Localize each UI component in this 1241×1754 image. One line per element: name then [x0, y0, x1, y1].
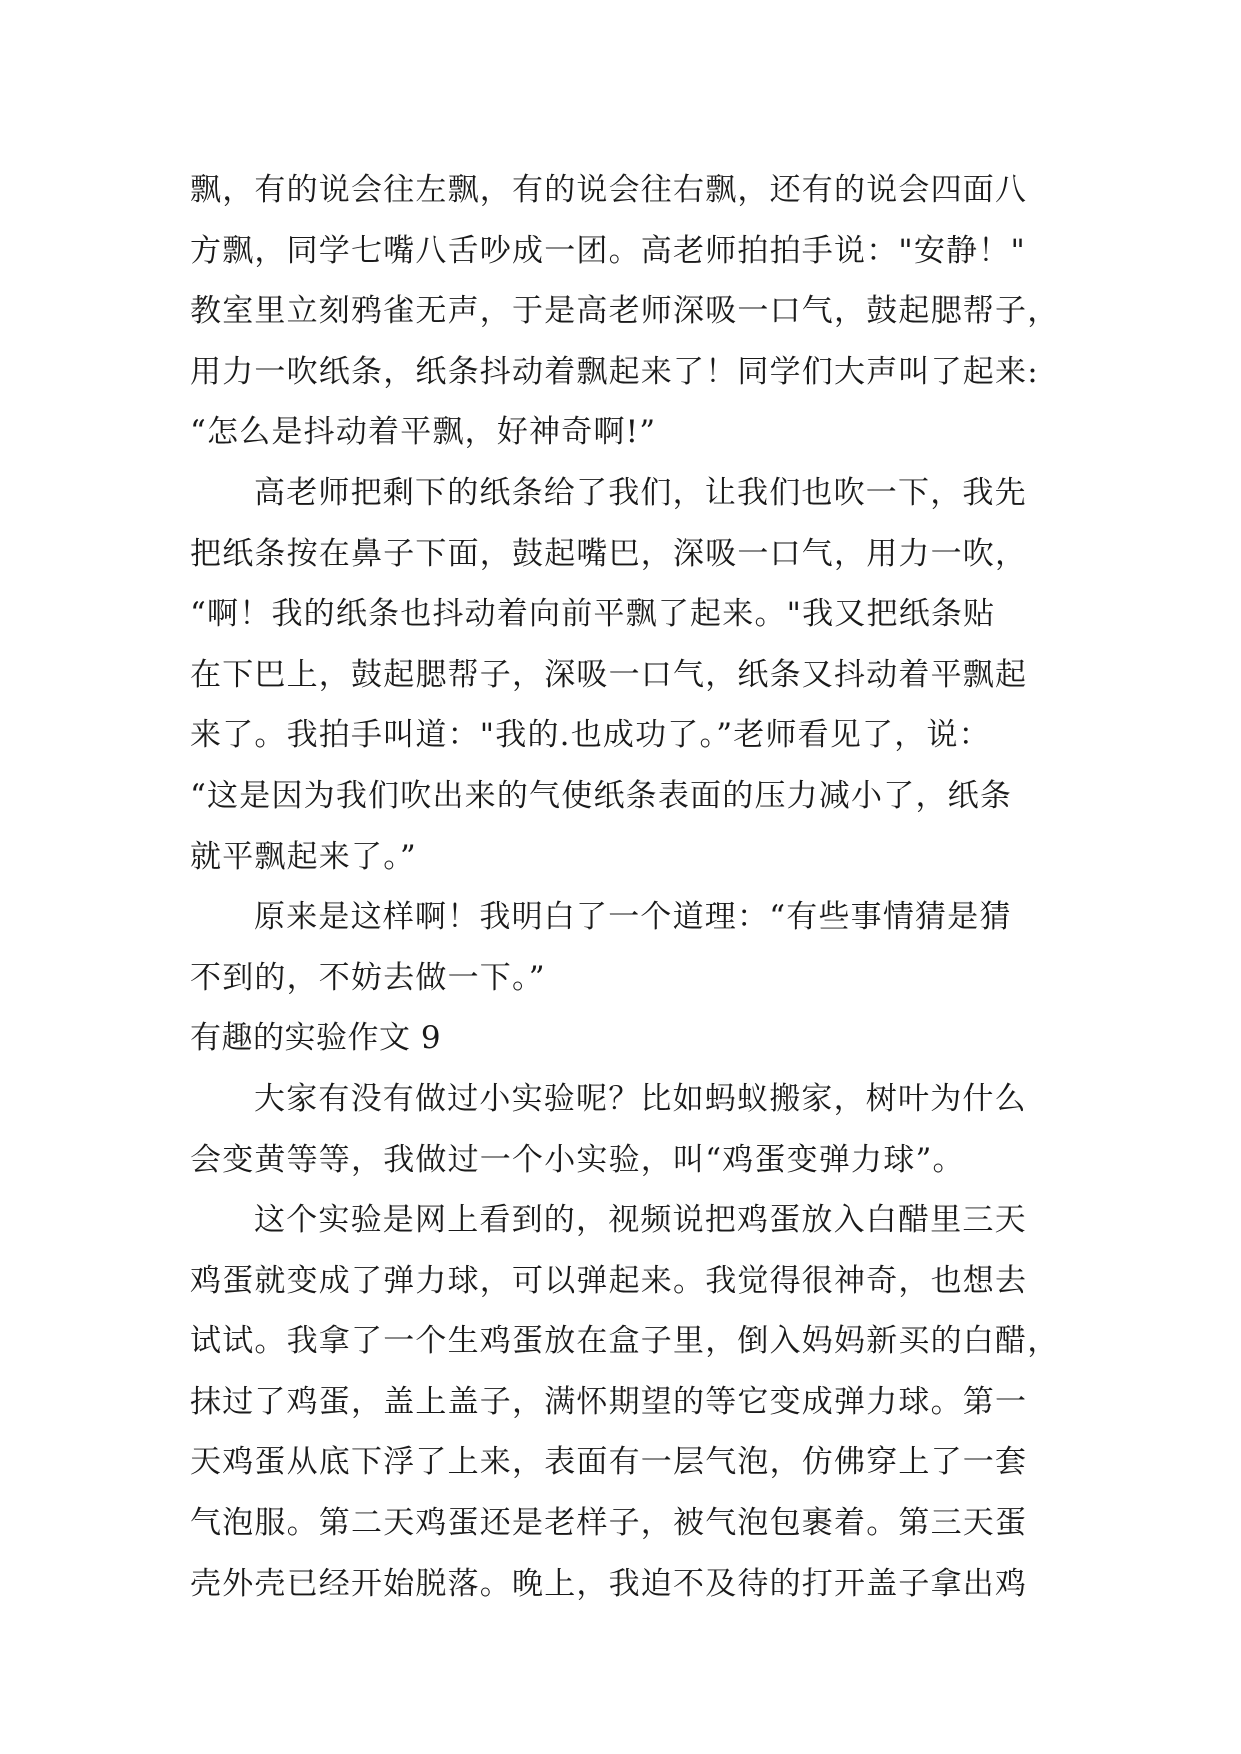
text-line: 气泡服。第二天鸡蛋还是老样子，被气泡包裹着。第三天蛋	[190, 1505, 1028, 1542]
essay-body	[190, 160, 1060, 1614]
text-line: 大家有没有做过小实验呢？比如蚂蚁搬家，树叶为什么	[254, 1080, 1027, 1117]
text-line: 鸡蛋就变成了弹力球，可以弹起来。我觉得很神奇，也想去	[190, 1262, 1028, 1299]
text-line: “怎么是抖动着平飘，好神奇啊!”	[190, 414, 657, 451]
text-line: 方飘，同学七嘴八舌吵成一团。高老师拍拍手说："安静！"	[190, 232, 1026, 269]
text-line: “啊！我的纸条也抖动着向前平飘了起来。"我又把纸条贴	[190, 596, 996, 633]
section-heading: 有趣的实验作文 9	[190, 1020, 442, 1057]
text-line: 天鸡蛋从底下浮了上来，表面有一层气泡，仿佛穿上了一套	[190, 1444, 1028, 1481]
text-line: 来了。我拍手叫道："我的.也成功了。”老师看见了，说：	[190, 717, 991, 754]
text-line: 原来是这样啊！我明白了一个道理：“有些事情猜是猜	[254, 899, 1012, 936]
text-line: 在下巴上，鼓起腮帮子，深吸一口气，纸条又抖动着平飘起	[190, 656, 1028, 693]
text-line: 壳外壳已经开始脱落。晚上，我迫不及待的打开盖子拿出鸡	[190, 1565, 1028, 1602]
text-line: 高老师把剩下的纸条给了我们，让我们也吹一下，我先	[254, 474, 1027, 511]
text-line: 会变黄等等，我做过一个小实验，叫“鸡蛋变弹力球”。	[190, 1141, 965, 1178]
text-line: 这个实验是网上看到的，视频说把鸡蛋放入白醋里三天	[254, 1202, 1027, 1239]
text-line: 抹过了鸡蛋，盖上盖子，满怀期望的等它变成弹力球。第一	[190, 1383, 1028, 1420]
text-line: 飘，有的说会往左飘，有的说会往右飘，还有的说会四面八	[190, 172, 1028, 208]
text-line: 就平飘起来了。”	[190, 838, 417, 875]
text-line: 不到的，不妨去做一下。”	[190, 959, 546, 996]
text-line: 试试。我拿了一个生鸡蛋放在盒子里，倒入妈妈新买的白醋，	[190, 1323, 1060, 1360]
text-line: “这是因为我们吹出来的气使纸条表面的压力减小了，纸条	[190, 777, 1013, 814]
text-line: 用力一吹纸条，纸条抖动着飘起来了！同学们大声叫了起来:	[190, 353, 1039, 390]
text-line: 把纸条按在鼻子下面，鼓起嘴巴，深吸一口气，用力一吹，	[190, 535, 1028, 572]
text-line: 教室里立刻鸦雀无声，于是高老师深吸一口气，鼓起腮帮子，	[190, 293, 1060, 330]
